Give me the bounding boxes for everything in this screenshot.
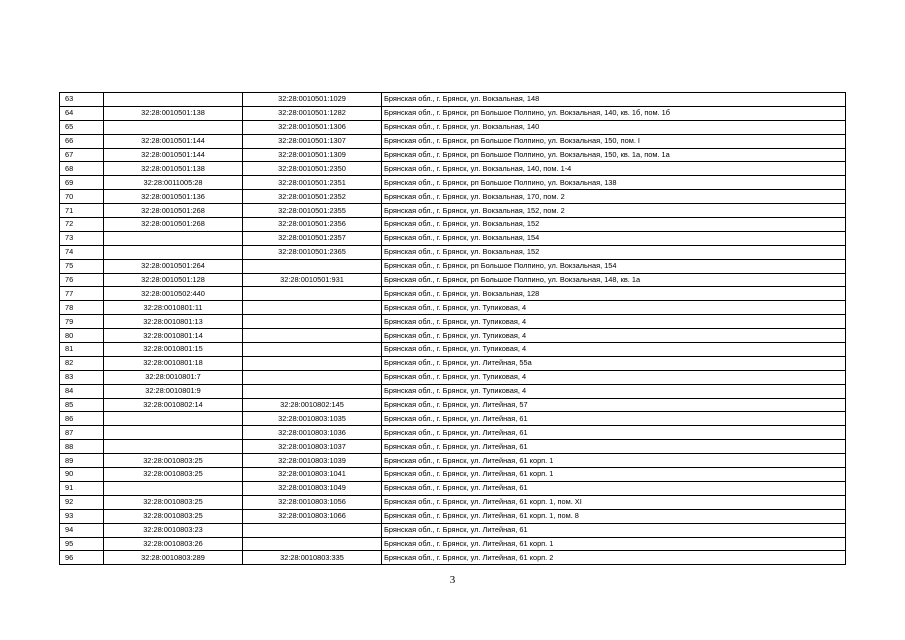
address-cell: Брянская обл., г. Брянск, ул. Тупиковая, 4: [382, 384, 846, 398]
table-row: [60, 468, 846, 482]
land-cadastral-number-cell: 32:28:0010501:138: [104, 106, 243, 120]
table-row: [60, 245, 846, 259]
row-number-cell: 78: [60, 301, 104, 315]
land-cadastral-number-cell: 32:28:0010501:138: [104, 162, 243, 176]
address-cell: Брянская обл., г. Брянск, рп Большое Полпино, ул. Вокзальная, 148, кв. 1а: [382, 273, 846, 287]
object-cadastral-number-cell: [243, 384, 382, 398]
object-cadastral-number-cell: 32:28:0010803:1036: [243, 426, 382, 440]
land-cadastral-number-cell: [104, 231, 243, 245]
land-cadastral-number-cell: 32:28:0010501:268: [104, 204, 243, 218]
address-cell: Брянская обл., г. Брянск, ул. Тупиковая, 4: [382, 301, 846, 315]
table-row: [60, 204, 846, 218]
address-cell: Брянская обл., г. Брянск, рп Большое Полпино, ул. Вокзальная, 138: [382, 176, 846, 190]
row-number-cell: 73: [60, 231, 104, 245]
table-row: [60, 509, 846, 523]
table-row: [60, 454, 846, 468]
row-number-cell: 91: [60, 481, 104, 495]
land-cadastral-number-cell: 32:28:0010802:14: [104, 398, 243, 412]
row-number-cell: 69: [60, 176, 104, 190]
row-number-cell: 66: [60, 134, 104, 148]
address-cell: Брянская обл., г. Брянск, рп Большое Полпино, ул. Вокзальная, 150, пом. I: [382, 134, 846, 148]
land-cadastral-number-cell: 32:28:0010801:18: [104, 356, 243, 370]
table-row: [60, 343, 846, 357]
land-cadastral-number-cell: 32:28:0010801:7: [104, 370, 243, 384]
table-row: [60, 231, 846, 245]
table-row: [60, 426, 846, 440]
land-cadastral-number-cell: 32:28:0010803:26: [104, 537, 243, 551]
table-row: [60, 301, 846, 315]
table-row: [60, 162, 846, 176]
land-cadastral-number-cell: 32:28:0010803:23: [104, 523, 243, 537]
table-row: [60, 495, 846, 509]
address-cell: Брянская обл., г. Брянск, ул. Литейная, 61 корп. 1: [382, 537, 846, 551]
row-number-cell: 74: [60, 245, 104, 259]
table-row: [60, 106, 846, 120]
object-cadastral-number-cell: 32:28:0010803:335: [243, 551, 382, 565]
table-row: [60, 176, 846, 190]
object-cadastral-number-cell: [243, 343, 382, 357]
land-cadastral-number-cell: 32:28:0011005:28: [104, 176, 243, 190]
land-cadastral-number-cell: 32:28:0010501:144: [104, 148, 243, 162]
row-number-cell: 65: [60, 120, 104, 134]
address-cell: Брянская обл., г. Брянск, ул. Вокзальная, 128: [382, 287, 846, 301]
land-cadastral-number-cell: 32:28:0010803:289: [104, 551, 243, 565]
object-cadastral-number-cell: [243, 523, 382, 537]
address-cell: Брянская обл., г. Брянск, ул. Вокзальная, 140: [382, 120, 846, 134]
row-number-cell: 87: [60, 426, 104, 440]
object-cadastral-number-cell: [243, 370, 382, 384]
object-cadastral-number-cell: 32:28:0010803:1037: [243, 440, 382, 454]
object-cadastral-number-cell: [243, 537, 382, 551]
land-cadastral-number-cell: 32:28:0010801:14: [104, 329, 243, 343]
land-cadastral-number-cell: [104, 412, 243, 426]
row-number-cell: 75: [60, 259, 104, 273]
row-number-cell: 63: [60, 93, 104, 107]
address-cell: Брянская обл., г. Брянск, ул. Литейная, 61 корп. 1, пом. 8: [382, 509, 846, 523]
table-row: [60, 537, 846, 551]
row-number-cell: 92: [60, 495, 104, 509]
address-cell: Брянская обл., г. Брянск, ул. Вокзальная, 152, пом. 2: [382, 204, 846, 218]
row-number-cell: 95: [60, 537, 104, 551]
table-row: [60, 523, 846, 537]
land-cadastral-number-cell: 32:28:0010501:264: [104, 259, 243, 273]
address-cell: Брянская обл., г. Брянск, ул. Вокзальная, 152: [382, 218, 846, 232]
land-cadastral-number-cell: 32:28:0010803:25: [104, 495, 243, 509]
address-cell: Брянская обл., г. Брянск, ул. Литейная, 55а: [382, 356, 846, 370]
land-cadastral-number-cell: 32:28:0010502:440: [104, 287, 243, 301]
object-cadastral-number-cell: [243, 287, 382, 301]
table-row: [60, 120, 846, 134]
row-number-cell: 80: [60, 329, 104, 343]
row-number-cell: 76: [60, 273, 104, 287]
address-cell: Брянская обл., г. Брянск, рп Большое Полпино, ул. Вокзальная, 140, кв. 1б, пом. 1б: [382, 106, 846, 120]
land-cadastral-number-cell: [104, 120, 243, 134]
address-cell: Брянская обл., г. Брянск, ул. Вокзальная, 148: [382, 93, 846, 107]
row-number-cell: 81: [60, 343, 104, 357]
object-cadastral-number-cell: 32:28:0010501:2365: [243, 245, 382, 259]
object-cadastral-number-cell: 32:28:0010802:145: [243, 398, 382, 412]
table-row: [60, 481, 846, 495]
table-row: [60, 315, 846, 329]
row-number-cell: 72: [60, 218, 104, 232]
row-number-cell: 70: [60, 190, 104, 204]
object-cadastral-number-cell: 32:28:0010501:1282: [243, 106, 382, 120]
address-cell: Брянская обл., г. Брянск, ул. Тупиковая, 4: [382, 343, 846, 357]
land-cadastral-number-cell: 32:28:0010801:11: [104, 301, 243, 315]
object-cadastral-number-cell: 32:28:0010803:1041: [243, 468, 382, 482]
address-cell: Брянская обл., г. Брянск, ул. Вокзальная, 154: [382, 231, 846, 245]
row-number-cell: 96: [60, 551, 104, 565]
object-cadastral-number-cell: 32:28:0010803:1049: [243, 481, 382, 495]
address-cell: Брянская обл., г. Брянск, ул. Литейная, 61: [382, 523, 846, 537]
table-row: [60, 370, 846, 384]
row-number-cell: 88: [60, 440, 104, 454]
object-cadastral-number-cell: [243, 329, 382, 343]
row-number-cell: 71: [60, 204, 104, 218]
table-row: [60, 148, 846, 162]
address-cell: Брянская обл., г. Брянск, ул. Вокзальная, 140, пом. 1-4: [382, 162, 846, 176]
land-cadastral-number-cell: 32:28:0010803:25: [104, 509, 243, 523]
land-cadastral-number-cell: [104, 440, 243, 454]
object-cadastral-number-cell: 32:28:0010803:1056: [243, 495, 382, 509]
object-cadastral-number-cell: 32:28:0010803:1035: [243, 412, 382, 426]
row-number-cell: 90: [60, 468, 104, 482]
land-cadastral-number-cell: 32:28:0010501:128: [104, 273, 243, 287]
address-cell: Брянская обл., г. Брянск, ул. Литейная, 61: [382, 440, 846, 454]
object-cadastral-number-cell: 32:28:0010803:1039: [243, 454, 382, 468]
object-cadastral-number-cell: 32:28:0010501:1309: [243, 148, 382, 162]
page-number: 3: [449, 574, 456, 586]
address-cell: Брянская обл., г. Брянск, ул. Тупиковая, 4: [382, 315, 846, 329]
address-cell: Брянская обл., г. Брянск, ул. Литейная, 61 корп. 2: [382, 551, 846, 565]
land-cadastral-number-cell: [104, 481, 243, 495]
object-cadastral-number-cell: 32:28:0010501:2352: [243, 190, 382, 204]
table-body: [60, 93, 846, 565]
table-row: [60, 384, 846, 398]
land-cadastral-number-cell: 32:28:0010803:25: [104, 454, 243, 468]
row-number-cell: 85: [60, 398, 104, 412]
row-number-cell: 94: [60, 523, 104, 537]
table-row: [60, 190, 846, 204]
land-cadastral-number-cell: 32:28:0010801:13: [104, 315, 243, 329]
table-row: [60, 287, 846, 301]
object-cadastral-number-cell: [243, 315, 382, 329]
address-cell: Брянская обл., г. Брянск, ул. Вокзальная, 152: [382, 245, 846, 259]
object-cadastral-number-cell: [243, 356, 382, 370]
address-cell: Брянская обл., г. Брянск, ул. Вокзальная, 170, пом. 2: [382, 190, 846, 204]
table-row: [60, 134, 846, 148]
object-cadastral-number-cell: 32:28:0010803:1066: [243, 509, 382, 523]
row-number-cell: 79: [60, 315, 104, 329]
address-cell: Брянская обл., г. Брянск, ул. Литейная, 57: [382, 398, 846, 412]
object-cadastral-number-cell: 32:28:0010501:2357: [243, 231, 382, 245]
row-number-cell: 67: [60, 148, 104, 162]
address-cell: Брянская обл., г. Брянск, рп Большое Полпино, ул. Вокзальная, 154: [382, 259, 846, 273]
land-cadastral-number-cell: [104, 93, 243, 107]
land-cadastral-number-cell: [104, 426, 243, 440]
object-cadastral-number-cell: 32:28:0010501:931: [243, 273, 382, 287]
address-cell: Брянская обл., г. Брянск, рп Большое Полпино, ул. Вокзальная, 150, кв. 1а, пом. 1а: [382, 148, 846, 162]
table-row: [60, 440, 846, 454]
row-number-cell: 77: [60, 287, 104, 301]
row-number-cell: 84: [60, 384, 104, 398]
land-cadastral-number-cell: 32:28:0010501:136: [104, 190, 243, 204]
cadastral-table: [59, 92, 846, 565]
object-cadastral-number-cell: 32:28:0010501:2355: [243, 204, 382, 218]
object-cadastral-number-cell: 32:28:0010501:2350: [243, 162, 382, 176]
object-cadastral-number-cell: 32:28:0010501:1029: [243, 93, 382, 107]
row-number-cell: 82: [60, 356, 104, 370]
land-cadastral-number-cell: 32:28:0010803:25: [104, 468, 243, 482]
object-cadastral-number-cell: [243, 259, 382, 273]
address-cell: Брянская обл., г. Брянск, ул. Литейная, 61 корп. 1: [382, 454, 846, 468]
object-cadastral-number-cell: [243, 301, 382, 315]
row-number-cell: 64: [60, 106, 104, 120]
table-row: [60, 412, 846, 426]
object-cadastral-number-cell: 32:28:0010501:2356: [243, 218, 382, 232]
land-cadastral-number-cell: 32:28:0010801:15: [104, 343, 243, 357]
row-number-cell: 86: [60, 412, 104, 426]
address-cell: Брянская обл., г. Брянск, ул. Тупиковая, 4: [382, 370, 846, 384]
row-number-cell: 83: [60, 370, 104, 384]
table-row: [60, 273, 846, 287]
land-cadastral-number-cell: 32:28:0010801:9: [104, 384, 243, 398]
address-cell: Брянская обл., г. Брянск, ул. Литейная, 61: [382, 412, 846, 426]
table-row: [60, 259, 846, 273]
address-cell: Брянская обл., г. Брянск, ул. Литейная, 61 корп. 1: [382, 468, 846, 482]
table-row: [60, 93, 846, 107]
object-cadastral-number-cell: 32:28:0010501:1307: [243, 134, 382, 148]
row-number-cell: 89: [60, 454, 104, 468]
row-number-cell: 93: [60, 509, 104, 523]
row-number-cell: 68: [60, 162, 104, 176]
table-row: [60, 398, 846, 412]
address-cell: Брянская обл., г. Брянск, ул. Литейная, 61 корп. 1, пом. XI: [382, 495, 846, 509]
land-cadastral-number-cell: [104, 245, 243, 259]
land-cadastral-number-cell: 32:28:0010501:268: [104, 218, 243, 232]
address-cell: Брянская обл., г. Брянск, ул. Тупиковая, 4: [382, 329, 846, 343]
address-cell: Брянская обл., г. Брянск, ул. Литейная, 61: [382, 426, 846, 440]
object-cadastral-number-cell: 32:28:0010501:1306: [243, 120, 382, 134]
land-cadastral-number-cell: 32:28:0010501:144: [104, 134, 243, 148]
table-row: [60, 551, 846, 565]
table-row: [60, 218, 846, 232]
table-row: [60, 329, 846, 343]
object-cadastral-number-cell: 32:28:0010501:2351: [243, 176, 382, 190]
table-row: [60, 356, 846, 370]
address-cell: Брянская обл., г. Брянск, ул. Литейная, 61: [382, 481, 846, 495]
